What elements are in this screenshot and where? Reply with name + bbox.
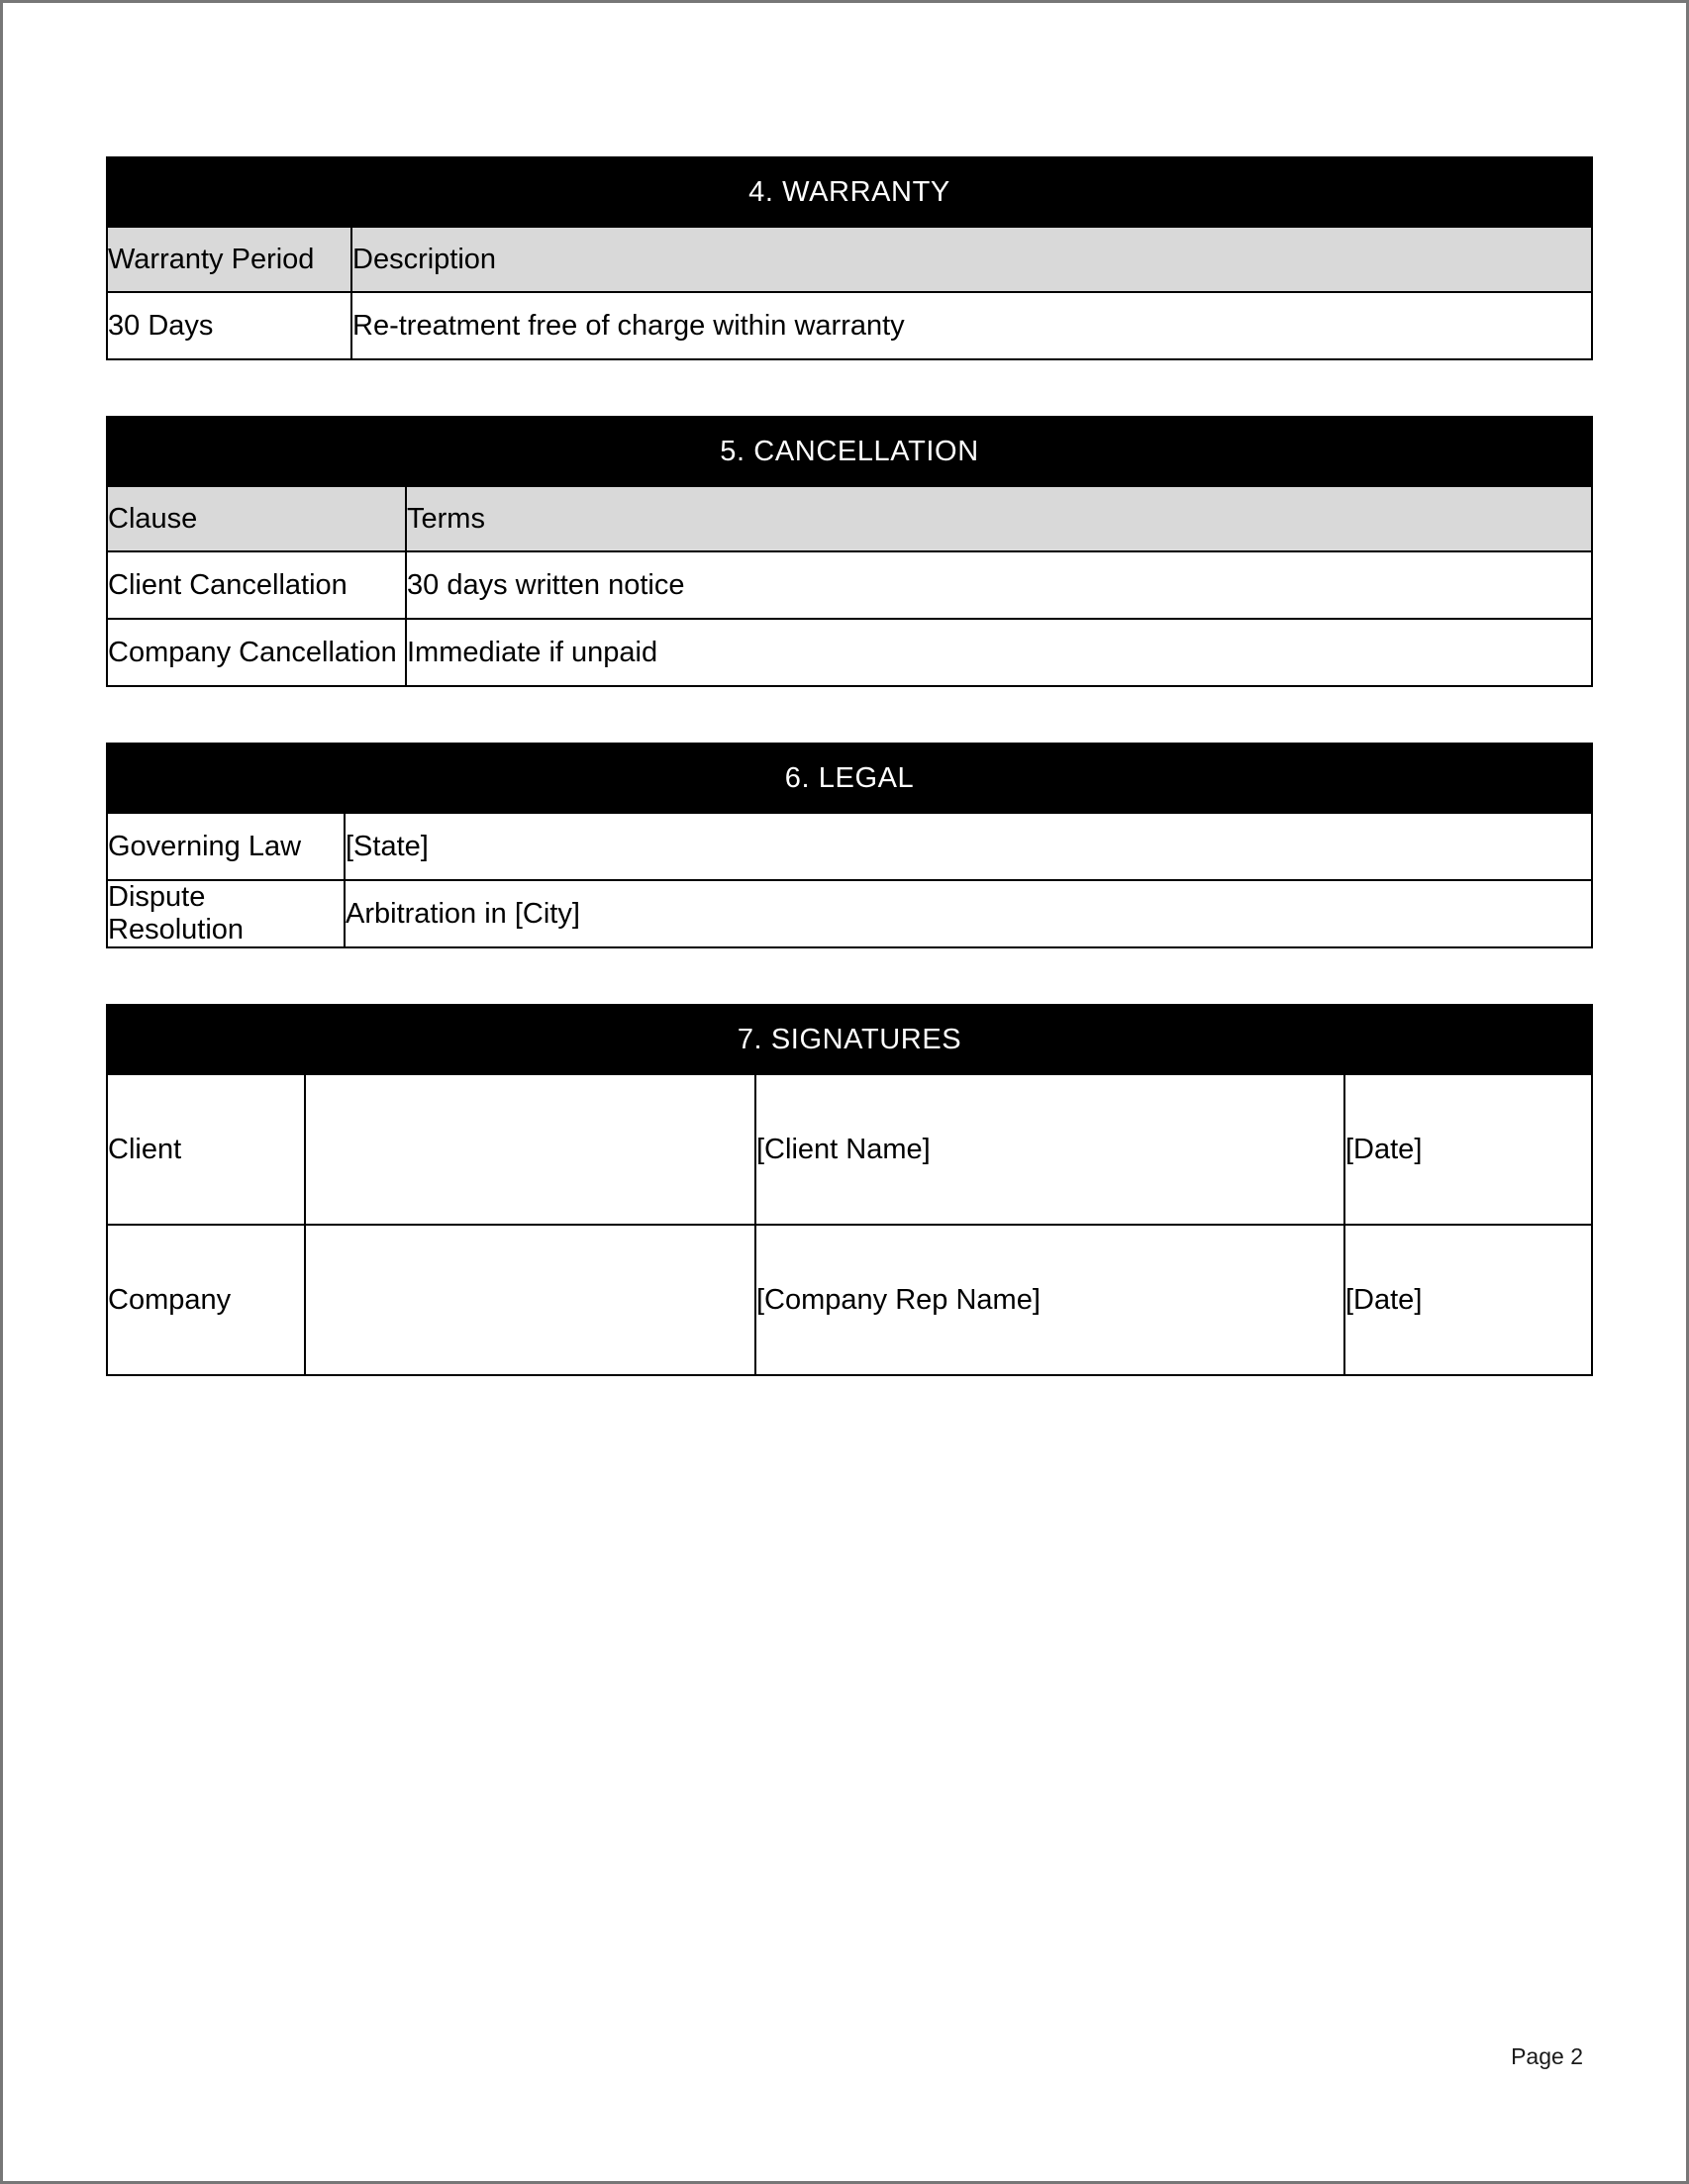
signature-name-company-rep: [Company Rep Name] [755, 1225, 1344, 1375]
section-banner-row [107, 157, 1592, 227]
clause-client-cancellation: Client Cancellation [107, 551, 406, 619]
signature-role-client: Client [107, 1074, 305, 1225]
page-content [106, 156, 1591, 1376]
section-banner-row [107, 417, 1592, 486]
section-title-signatures: 7. SIGNATURES [107, 1005, 1592, 1074]
signature-role-company: Company [107, 1225, 305, 1375]
table-row [107, 880, 1592, 947]
signature-field-client[interactable] [305, 1074, 755, 1225]
terms-client-cancellation: 30 days written notice [406, 551, 1592, 619]
column-header-row [107, 486, 1592, 551]
column-header-description: Description [351, 227, 1592, 292]
warranty-description-value: Re-treatment free of charge within warranty [351, 292, 1592, 359]
signature-date-client: [Date] [1344, 1074, 1592, 1225]
table-row [107, 551, 1592, 619]
signature-name-client: [Client Name] [755, 1074, 1344, 1225]
clause-company-cancellation: Company Cancellation [107, 619, 406, 686]
section-banner-row [107, 744, 1592, 813]
column-header-row [107, 227, 1592, 292]
section-banner-row [107, 1005, 1592, 1074]
section-cancellation [106, 416, 1593, 687]
section-signatures [106, 1004, 1593, 1376]
section-title-cancellation: 5. CANCELLATION [107, 417, 1592, 486]
legal-value-dispute-resolution: Arbitration in [City] [345, 880, 1592, 947]
page-number-footer: Page 2 [1511, 2043, 1583, 2069]
section-title-legal: 6. LEGAL [107, 744, 1592, 813]
terms-company-cancellation: Immediate if unpaid [406, 619, 1592, 686]
legal-label-dispute-resolution: Dispute Resolution [107, 880, 345, 947]
column-header-terms: Terms [406, 486, 1592, 551]
column-header-clause: Clause [107, 486, 406, 551]
section-warranty [106, 156, 1593, 360]
table-row [107, 292, 1592, 359]
section-legal [106, 743, 1593, 948]
table-row [107, 813, 1592, 880]
warranty-period-value: 30 Days [107, 292, 351, 359]
column-header-warranty-period: Warranty Period [107, 227, 351, 292]
legal-value-governing-law: [State] [345, 813, 1592, 880]
table-row [107, 619, 1592, 686]
legal-label-governing-law: Governing Law [107, 813, 345, 880]
table-row [107, 1074, 1592, 1225]
section-title-warranty: 4. WARRANTY [107, 157, 1592, 227]
table-row [107, 1225, 1592, 1375]
signature-field-company[interactable] [305, 1225, 755, 1375]
signature-date-company: [Date] [1344, 1225, 1592, 1375]
